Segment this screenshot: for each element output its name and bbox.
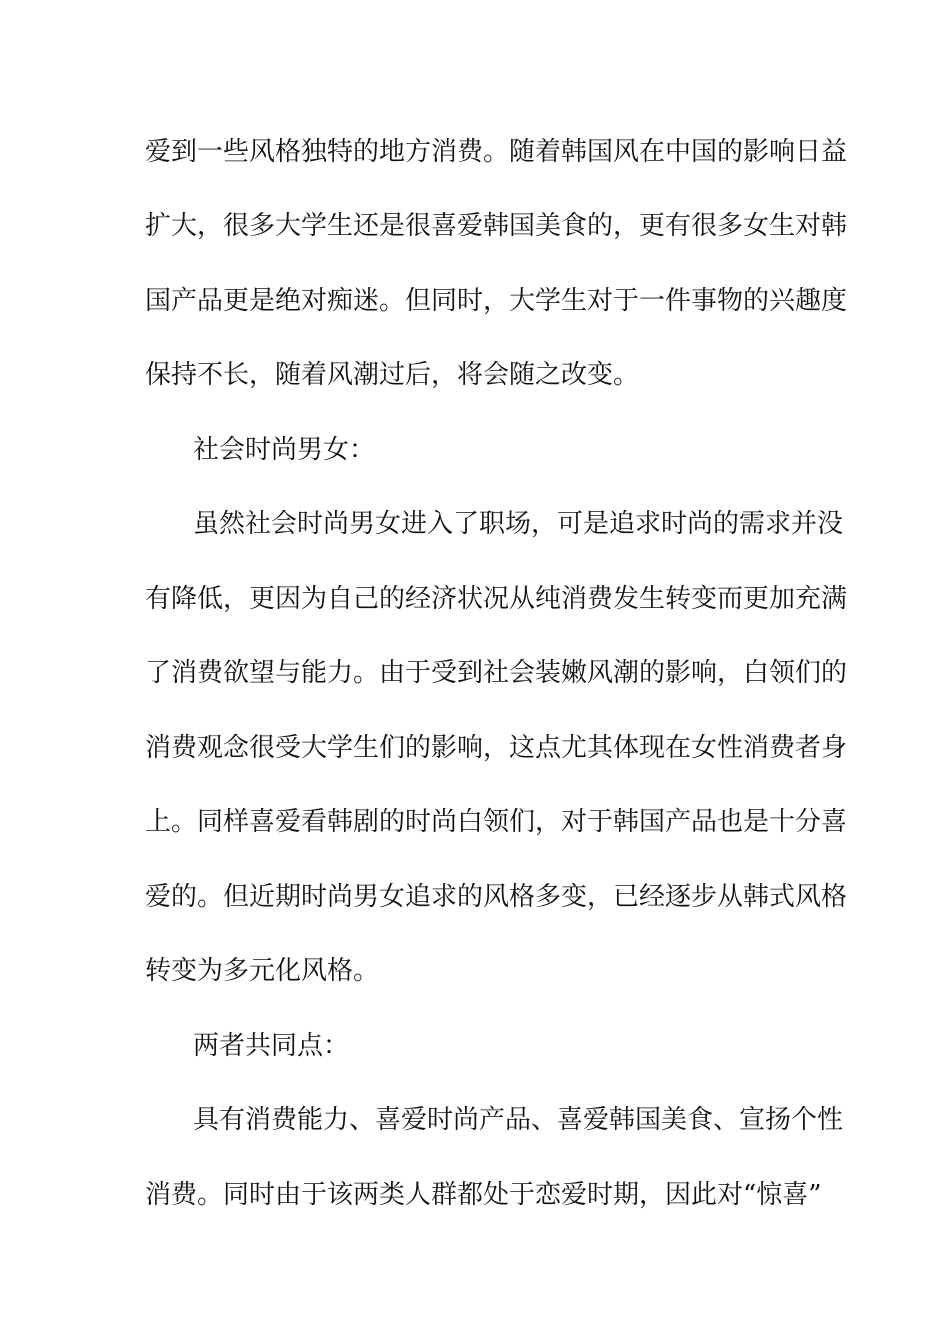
text-line: 了消费欲望与能力。由于受到社会装嫩风潮的影响，白领们的 — [145, 658, 848, 688]
text-line: 虽然社会时尚男女进入了职场，可是追求时尚的需求并没 — [193, 509, 844, 539]
text-line: 保持不长，随着风潮过后，将会随之改变。 — [145, 360, 640, 390]
text-line: 爱到一些风格独特的地方消费。随着韩国风在中国的影响日益 — [145, 137, 848, 167]
text-line: 转变为多元化风格。 — [145, 956, 380, 986]
text-line: 消费观念很受大学生们的影响，这点尤其体现在女性消费者身 — [145, 733, 848, 763]
section-heading: 两者共同点： — [193, 1031, 350, 1061]
section-heading: 社会时尚男女： — [193, 435, 376, 465]
text-line: 扩大，很多大学生还是很喜爱韩国美食的，更有很多女生对韩 — [145, 211, 848, 241]
text-line: 具有消费能力、喜爱时尚产品、喜爱韩国美食、宣扬个性 — [193, 1105, 844, 1135]
text-line: 上。同样喜爱看韩剧的时尚白领们，对于韩国产品也是十分喜 — [145, 807, 848, 837]
text-line: 爱的。但近期时尚男女追求的风格多变，已经逐步从韩式风格 — [145, 882, 848, 912]
text-line: 国产品更是绝对痴迷。但同时，大学生对于一件事物的兴趣度 — [145, 286, 848, 316]
text-line: 消费。同时由于该两类人群都处于恋爱时期，因此对“惊喜” — [145, 1180, 822, 1210]
text-line: 有降低，更因为自己的经济状况从纯消费发生转变而更加充满 — [145, 584, 848, 614]
